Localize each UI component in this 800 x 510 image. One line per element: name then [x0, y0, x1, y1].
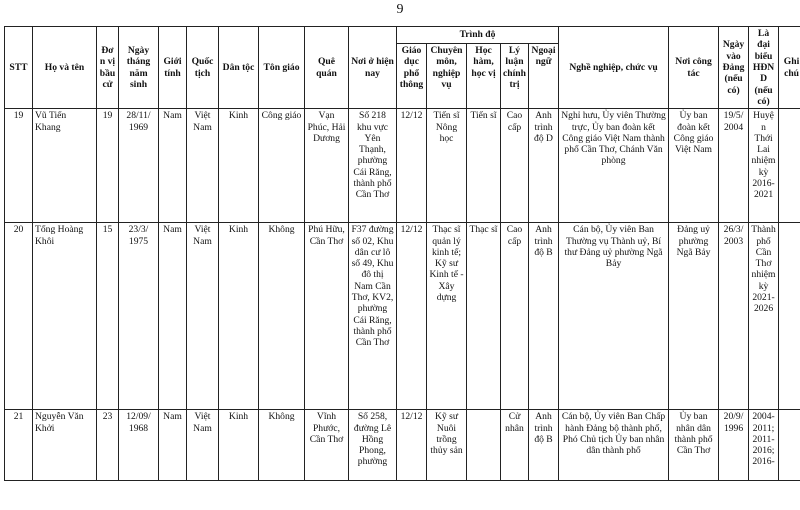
header-name: Họ và tên [33, 27, 97, 109]
cell-religion: Không [259, 223, 305, 410]
header-ethnicity: Dân tộc [219, 27, 259, 109]
cell-dob: 28/11/ 1969 [119, 109, 159, 223]
cell-stt: 20 [5, 223, 33, 410]
cell-politics: Cao cấp [501, 109, 529, 223]
table-row [5, 410, 800, 481]
page-number: 9 [396, 2, 404, 17]
cell-occupation: Cán bộ, Ủy viên Ban Chấp hành Đảng bộ thành phố, Phó Chủ tịch Ủy ban nhân dân thành phố [559, 410, 669, 481]
header-unit: Đơn vị bầu cử [97, 27, 119, 109]
cell-politics: Cử nhân [501, 410, 529, 481]
cell-name: Nguyễn Văn Khởi [33, 410, 97, 481]
cell-council-delegate: Huyện Thới Lai nhiệm kỳ 2016-2021 [749, 109, 779, 223]
cell-dob: 23/3/ 1975 [119, 223, 159, 410]
cell-occupation: Cán bộ, Ủy viên Ban Thường vụ Thành uỷ, Bí thư Đảng uỷ phường Ngã Bảy [559, 223, 669, 410]
cell-party-date: 19/5/ 2004 [719, 109, 749, 223]
cell-unit: 19 [97, 109, 119, 223]
cell-party-date: 26/3/ 2003 [719, 223, 749, 410]
candidate-table [4, 26, 800, 481]
cell-unit: 15 [97, 223, 119, 410]
cell-ethnicity: Kinh [219, 109, 259, 223]
cell-council-delegate: 2004-2011; 2011-2016; 2016- [749, 410, 779, 481]
cell-occupation: Nghỉ hưu, Ủy viên Thường trực, Ủy ban đoàn kết Công giáo Việt Nam thành phố Cần Thơ, Chánh Văn phòng [559, 109, 669, 223]
header-notes: Ghi chú [779, 27, 800, 109]
cell-hometown: Vạn Phúc, Hải Dương [305, 109, 349, 223]
cell-religion: Không [259, 410, 305, 481]
table-header [5, 27, 800, 109]
cell-dob: 12/09/ 1968 [119, 410, 159, 481]
header-politics: Lý luận chính trị [501, 44, 529, 109]
cell-specialty: Kỹ sư Nuôi trồng thủy sản [427, 410, 467, 481]
cell-nationality: Việt Nam [187, 410, 219, 481]
cell-stt: 21 [5, 410, 33, 481]
cell-general-edu: 12/12 [397, 223, 427, 410]
cell-specialty: Thạc sĩ quản lý kinh tế; Kỹ sư Kinh tế - Xây dựng [427, 223, 467, 410]
cell-ethnicity: Kinh [219, 223, 259, 410]
cell-notes [779, 223, 800, 410]
cell-gender: Nam [159, 109, 187, 223]
header-education-group: Trình độ [397, 27, 559, 44]
header-gender: Giới tính [159, 27, 187, 109]
cell-workplace: Đảng uỷ phường Ngã Bảy [669, 223, 719, 410]
cell-residence: Số 218 khu vực Yên Thạnh, phường Cái Răng, thành phố Cần Thơ [349, 109, 397, 223]
cell-politics: Cao cấp [501, 223, 529, 410]
cell-hometown: Vĩnh Phước, Cần Thơ [305, 410, 349, 481]
cell-council-delegate: Thành phố Cần Thơ nhiệm kỳ 2021-2026 [749, 223, 779, 410]
cell-language: Anh trình độ B [529, 223, 559, 410]
cell-gender: Nam [159, 410, 187, 481]
cell-hometown: Phú Hữu, Cần Thơ [305, 223, 349, 410]
cell-unit: 23 [97, 410, 119, 481]
cell-general-edu: 12/12 [397, 109, 427, 223]
cell-nationality: Việt Nam [187, 223, 219, 410]
table-row [5, 223, 800, 410]
cell-nationality: Việt Nam [187, 109, 219, 223]
cell-notes [779, 410, 800, 481]
header-dob: Ngày tháng năm sinh [119, 27, 159, 109]
cell-ethnicity: Kinh [219, 410, 259, 481]
header-hometown: Quê quán [305, 27, 349, 109]
header-workplace: Nơi công tác [669, 27, 719, 109]
cell-notes [779, 109, 800, 223]
cell-general-edu: 12/12 [397, 410, 427, 481]
cell-degree: Tiến sĩ [467, 109, 501, 223]
cell-language: Anh trình độ D [529, 109, 559, 223]
header-council-delegate: Là đại biểu HĐND (nếu có) [749, 27, 779, 109]
cell-name: Vũ Tiến Khang [33, 109, 97, 223]
cell-residence: F37 đường số 02, Khu dân cư lô số 49, Khu đô thị Nam Cần Thơ, KV2, phường Cái Răng, thành phố Cần Thơ [349, 223, 397, 410]
cell-specialty: Tiến sĩ Nông học [427, 109, 467, 223]
header-stt: STT [5, 27, 33, 109]
header-occupation: Nghề nghiệp, chức vụ [559, 27, 669, 109]
header-language: Ngoại ngữ [529, 44, 559, 109]
cell-degree [467, 410, 501, 481]
cell-party-date: 20/9/ 1996 [719, 410, 749, 481]
cell-language: Anh trình độ B [529, 410, 559, 481]
header-specialty: Chuyên môn, nghiệp vụ [427, 44, 467, 109]
cell-degree: Thạc sĩ [467, 223, 501, 410]
table-row [5, 109, 800, 223]
header-general-edu: Giáo dục phổ thông [397, 44, 427, 109]
header-degree: Học hàm, học vị [467, 44, 501, 109]
cell-name: Tống Hoàng Khôi [33, 223, 97, 410]
header-religion: Tôn giáo [259, 27, 305, 109]
header-residence: Nơi ở hiện nay [349, 27, 397, 109]
header-party-date: Ngày vào Đảng (nếu có) [719, 27, 749, 109]
cell-stt: 19 [5, 109, 33, 223]
cell-religion: Công giáo [259, 109, 305, 223]
header-nationality: Quốc tịch [187, 27, 219, 109]
cell-gender: Nam [159, 223, 187, 410]
cell-workplace: Ủy ban nhân dân thành phố Cần Thơ [669, 410, 719, 481]
cell-residence: Số 258, đường Lê Hồng Phong, phường [349, 410, 397, 481]
cell-workplace: Ủy ban đoàn kết Công giáo Việt Nam [669, 109, 719, 223]
